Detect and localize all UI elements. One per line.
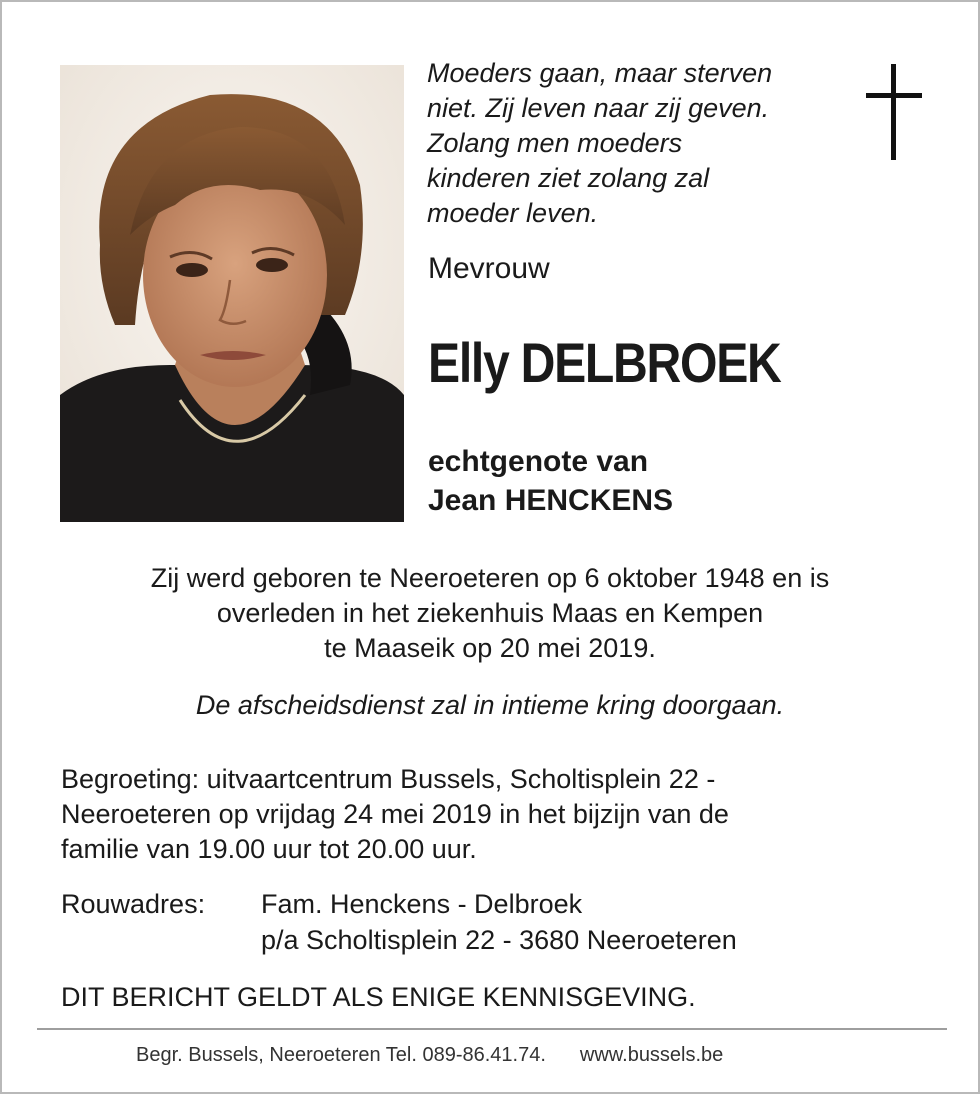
- greeting-line: Neeroeteren op vrijdag 24 mei 2019 in het bijzijn van de: [61, 799, 729, 829]
- address-line: p/a Scholtisplein 22 - 3680 Neeroeteren: [261, 925, 737, 955]
- mourning-address-label: Rouwadres:: [61, 889, 206, 919]
- portrait-photo: [60, 65, 404, 522]
- greeting-line: familie van 19.00 uur tot 20.00 uur.: [61, 834, 477, 864]
- official-notice: DIT BERICHT GELDT ALS ENIGE KENNISGEVING.: [61, 982, 696, 1012]
- deceased-name: Elly DELBROEK: [428, 331, 781, 394]
- memorial-poem: [427, 56, 847, 231]
- undertaker-info: Begr. Bussels, Neeroeteren Tel. 089-86.41.74.: [136, 1044, 546, 1066]
- footer: [136, 1044, 723, 1067]
- portrait-illustration: [60, 65, 404, 522]
- spouse-block: [428, 442, 673, 520]
- birth-death-line: Zij werd geboren te Neeroeteren op 6 oktober 1948 en is: [150, 563, 830, 593]
- poem-line: Zolang men moeders: [427, 128, 683, 158]
- poem-line: Moeders gaan, maar sterven: [427, 58, 773, 88]
- cross-icon: [866, 64, 924, 162]
- address-line: Fam. Henckens - Delbroek: [261, 889, 583, 919]
- poem-line: kinderen ziet zolang zal: [427, 163, 710, 193]
- website-link[interactable]: www.bussels.be: [579, 1044, 724, 1066]
- birth-death-text: [2, 561, 978, 666]
- greeting-text: [61, 762, 729, 867]
- spouse-name: Jean HENCKENS: [428, 484, 674, 517]
- honorific: Mevrouw: [428, 252, 550, 285]
- relation-label: echtgenote van: [428, 445, 649, 478]
- mourning-address-lines: [261, 886, 737, 958]
- footer-divider: [37, 1028, 947, 1030]
- greeting-line: Begroeting: uitvaartcentrum Bussels, Scholtisplein 22 -: [61, 764, 716, 794]
- poem-line: niet. Zij leven naar zij geven.: [427, 93, 770, 123]
- birth-death-line: overleden in het ziekenhuis Maas en Kempen: [216, 598, 764, 628]
- ceremony-note: De afscheidsdienst zal in intieme kring doorgaan.: [195, 690, 785, 720]
- poem-line: moeder leven.: [427, 198, 599, 228]
- birth-death-line: te Maaseik op 20 mei 2019.: [324, 633, 656, 663]
